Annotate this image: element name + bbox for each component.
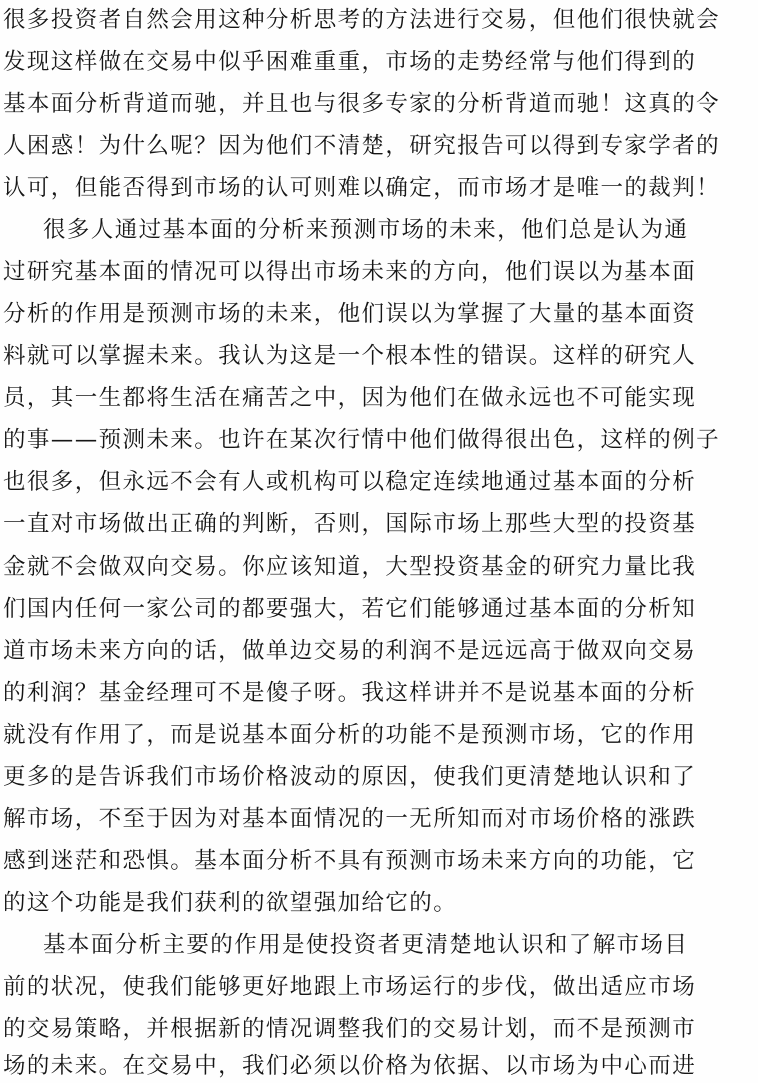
text-line: 过研究基本面的情况可以得出市场未来的方向，他们误以为基本面 <box>3 259 697 285</box>
text-line: 发现这样做在交易中似乎困难重重，市场的走势经常与他们得到的 <box>3 49 697 75</box>
text-line: 更多的是告诉我们市场价格波动的原因，使我们更清楚地认识和了 <box>3 764 697 790</box>
text-line: 员，其一生都将生活在痛苦之中，因为他们在做永远也不可能实现 <box>3 385 697 411</box>
text-line: 道市场未来方向的话，做单边交易的利润不是远远高于做双向交易 <box>3 638 697 664</box>
text-line: 的交易策略，并根据新的情况调整我们的交易计划，而不是预测市 <box>3 1016 697 1042</box>
text-line: 们国内任何一家公司的都要强大，若它们能够通过基本面的分析知 <box>3 596 697 622</box>
text-line: 很多人通过基本面的分析来预测市场的未来，他们总是认为通 <box>43 217 689 243</box>
text-line: 认可，但能否得到市场的认可则难以确定，而市场才是唯一的裁判！ <box>3 175 721 201</box>
text-line: 基本面分析主要的作用是使投资者更清楚地认识和了解市场目 <box>43 932 689 958</box>
text-line: 的利润？基金经理可不是傻子呀。我这样讲并不是说基本面的分析 <box>3 680 697 706</box>
text-line: 分析的作用是预测市场的未来，他们误以为掌握了大量的基本面资 <box>3 301 697 327</box>
text-line: 金就不会做双向交易。你应该知道，大型投资基金的研究力量比我 <box>3 554 697 580</box>
text-line: 料就可以掌握未来。我认为这是一个根本性的错误。这样的研究人 <box>3 343 697 369</box>
text-line: 很多投资者自然会用这种分析思考的方法进行交易，但他们很快就会 <box>3 7 721 33</box>
text-line: 解市场，不至于因为对基本面情况的一无所知而对市场价格的涨跌 <box>3 806 697 832</box>
text-line: 一直对市场做出正确的判断，否则，国际市场上那些大型的投资基 <box>3 511 697 537</box>
text-line: 的这个功能是我们获利的欲望强加给它的。 <box>3 890 458 916</box>
text-line: 也很多，但永远不会有人或机构可以稳定连续地通过基本面的分析 <box>3 469 697 495</box>
text-line: 场的未来。在交易中，我们必须以价格为依据、以市场为中心而进 <box>3 1053 697 1079</box>
text-line: 感到迷茫和恐惧。基本面分析不具有预测市场未来方向的功能，它 <box>3 848 697 874</box>
text-line: 前的状况，使我们能够更好地跟上市场运行的步伐，做出适应市场 <box>3 974 697 1000</box>
text-line: 的事——预测未来。也许在某次行情中他们做得很出色，这样的例子 <box>3 427 721 453</box>
text-line: 基本面分析背道而驰，并且也与很多专家的分析背道而驰！这真的令 <box>3 91 721 117</box>
text-line: 就没有作用了，而是说基本面分析的功能不是预测市场，它的作用 <box>3 722 697 748</box>
text-line: 人困惑！为什么呢？因为他们不清楚，研究报告可以得到专家学者的 <box>3 133 721 159</box>
